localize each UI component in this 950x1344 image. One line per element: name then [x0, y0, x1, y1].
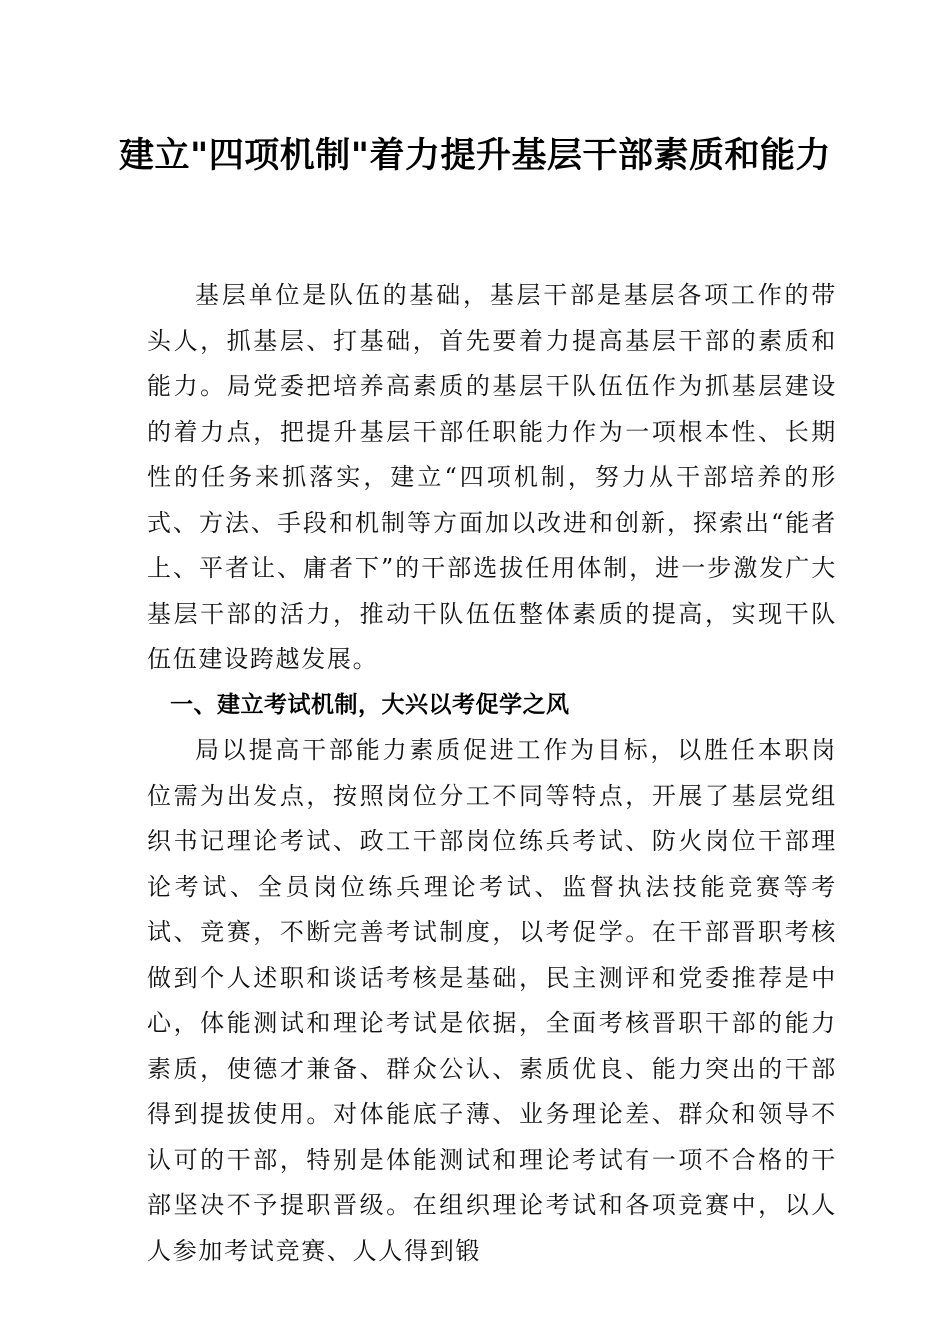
intro-paragraph: 基层单位是队伍的基础，基层干部是基层各项工作的带头人，抓基层、打基础，首先要着力提高基层干部的素质和能力。局党委把培养高素质的基层干队伍伍作为抓基层建设的着力点，把提升基层干部任职能力作为一项根本性、长期性的任务来抓落实，建立“四项机制，努力从干部培养的形式、方法、手段和机制等方面加以改进和创新，探索出“能者上、平者让、庸者下”的干部选拔任用体制，进一步激发广大基层干部的活力，推动干队伍伍整体素质的提高，实现干队伍伍建设跨越发展。: [147, 281, 837, 673]
document-title: 建立"四项机制"着力提升基层干部素质和能力: [119, 136, 831, 176]
section-1-paragraph: 局以提高干部能力素质促进工作为目标，以胜任本职岗位需为出发点，按照岗位分工不同等特点，开展了基层党组织书记理论考试、政工干部岗位练兵考试、防火岗位干部理论考试、全员岗位练兵理论考试、监督执法技能竞赛等考试、竞赛，不断完善考试制度，以考促学。在干部晋职考核做到个人述职和谈话考核是基础，民主测评和党委推荐是中心，体能测试和理论考试是依据，全面考核晋职干部的能力素质，使德才兼备、群众公认、素质优良、能力突出的干部得到提拔使用。对体能底子薄、业务理论差、群众和领导不认可的干部，特别是体能测试和理论考试有一项不合格的干部坚决不予提职晋级。在组织理论考试和各项竞赛中，以人人参加考试竞赛、人人得到锻: [147, 736, 837, 1265]
section-1-heading: 一、建立考试机制，大兴以考促学之风: [170, 691, 570, 718]
document-body: [147, 273, 837, 1274]
